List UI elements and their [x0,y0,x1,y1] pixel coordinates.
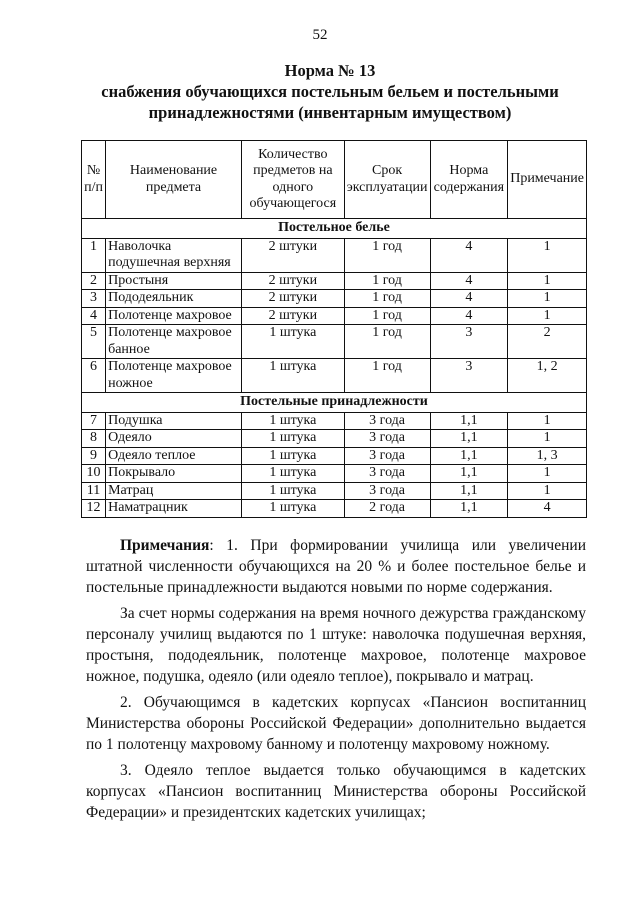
row-term: 1 год [344,325,430,359]
row-note: 4 [508,500,587,518]
row-qty: 2 штуки [242,238,345,272]
row-term: 3 года [344,447,430,465]
row-num: 12 [82,500,106,518]
row-name: Полотенце махровое банное [106,325,242,359]
row-note: 1, 2 [508,359,587,393]
row-name: Полотенце махровое ножное [106,359,242,393]
row-name: Простыня [106,272,242,290]
row-name: Полотенце махровое [106,307,242,325]
note-paragraph-1 [86,535,586,598]
section-row [82,219,587,239]
row-qty: 1 штука [242,412,345,430]
row-norm: 3 [430,325,508,359]
header-qty: Количество предметов на одного обучающегося [242,141,345,219]
row-note: 1 [508,307,587,325]
section-title: Постельное белье [82,219,587,239]
row-term: 1 год [344,359,430,393]
row-name: Наволочка подушечная верхняя [106,238,242,272]
note-1-text: : 1. При формировании училища или увеличении штатной численности обучающихся на 20 % и более постельное белье и постельные принадлежности выдаются новыми по норме содержания. [86,537,586,596]
row-norm: 1,1 [430,412,508,430]
title-line-1: Норма № 13 [284,61,376,80]
row-name: Пододеяльник [106,290,242,308]
row-num: 8 [82,430,106,448]
header-term: Срок эксплуатации [344,141,430,219]
row-qty: 1 штука [242,482,345,500]
row-num: 11 [82,482,106,500]
row-norm: 4 [430,238,508,272]
row-term: 1 год [344,238,430,272]
row-term: 3 года [344,482,430,500]
document-title [70,60,590,123]
table-row [82,272,587,290]
row-num: 4 [82,307,106,325]
row-norm: 1,1 [430,447,508,465]
section-row [82,393,587,413]
table-row [82,359,587,393]
row-note: 1, 3 [508,447,587,465]
row-name: Покрывало [106,465,242,483]
row-num: 1 [82,238,106,272]
note-paragraph-2: За счет нормы содержания на время ночного дежурства гражданскому персоналу училищ выдаются по 1 штуке: наволочка подушечная верхняя, простыня, пододеяльник, полотенце махровое, полотенце махровое ножное, подушка, одеяло (или одеяло теплое), покрывало и матрац. [86,605,586,685]
row-num: 2 [82,272,106,290]
table-row [82,412,587,430]
row-note: 1 [508,238,587,272]
row-qty: 2 штуки [242,307,345,325]
row-qty: 1 штука [242,465,345,483]
title-line-3: принадлежностями (инвентарным имуществом) [148,103,512,122]
row-name: Матрац [106,482,242,500]
title-line-2: снабжения обучающихся постельным бельем и постельными [101,82,559,101]
row-name: Подушка [106,412,242,430]
row-norm: 4 [430,290,508,308]
row-term: 1 год [344,307,430,325]
row-note: 1 [508,272,587,290]
row-norm: 1,1 [430,500,508,518]
row-name: Наматрацник [106,500,242,518]
header-num: № п/п [82,141,106,219]
table-row [82,290,587,308]
table-row [82,430,587,448]
table-row [82,500,587,518]
row-num: 6 [82,359,106,393]
row-note: 2 [508,325,587,359]
row-num: 10 [82,465,106,483]
section-title: Постельные принадлежности [82,393,587,413]
row-norm: 4 [430,272,508,290]
table-row [82,238,587,272]
row-qty: 2 штуки [242,290,345,308]
row-term: 2 года [344,500,430,518]
row-qty: 1 штука [242,359,345,393]
row-note: 1 [508,430,587,448]
row-norm: 1,1 [430,430,508,448]
row-name: Одеяло [106,430,242,448]
notes-label: Примечания [120,537,210,554]
row-note: 1 [508,482,587,500]
row-qty: 1 штука [242,447,345,465]
row-qty: 2 штуки [242,272,345,290]
row-term: 3 года [344,430,430,448]
norm-table [81,140,587,518]
row-num: 9 [82,447,106,465]
row-name: Одеяло теплое [106,447,242,465]
row-note: 1 [508,465,587,483]
notes-section [86,535,586,828]
table-row [82,307,587,325]
row-norm: 4 [430,307,508,325]
row-term: 1 год [344,290,430,308]
header-norm: Норма содержания [430,141,508,219]
row-num: 5 [82,325,106,359]
note-paragraph-4: 3. Одеяло теплое выдается только обучающимся в кадетских корпусах «Пансион воспитанниц Министерства обороны Российской Федерации» и президентских кадетских училищах; [86,762,586,821]
row-qty: 1 штука [242,500,345,518]
row-note: 1 [508,412,587,430]
table-row [82,465,587,483]
note-paragraph-3: 2. Обучающимся в кадетских корпусах «Пансион воспитанниц Министерства обороны Российской Федерации» дополнительно выдается по 1 полотенцу махровому банному и полотенцу махровому ножному. [86,694,586,753]
row-term: 1 год [344,272,430,290]
row-note: 1 [508,290,587,308]
header-name: Наименование предмета [106,141,242,219]
row-norm: 1,1 [430,465,508,483]
page-number: 52 [312,27,328,43]
table-row [82,482,587,500]
row-num: 7 [82,412,106,430]
header-note: Примечание [508,141,587,219]
row-qty: 1 штука [242,430,345,448]
row-qty: 1 штука [242,325,345,359]
row-term: 3 года [344,465,430,483]
row-norm: 3 [430,359,508,393]
table-row [82,325,587,359]
table-row [82,447,587,465]
row-term: 3 года [344,412,430,430]
row-norm: 1,1 [430,482,508,500]
row-num: 3 [82,290,106,308]
